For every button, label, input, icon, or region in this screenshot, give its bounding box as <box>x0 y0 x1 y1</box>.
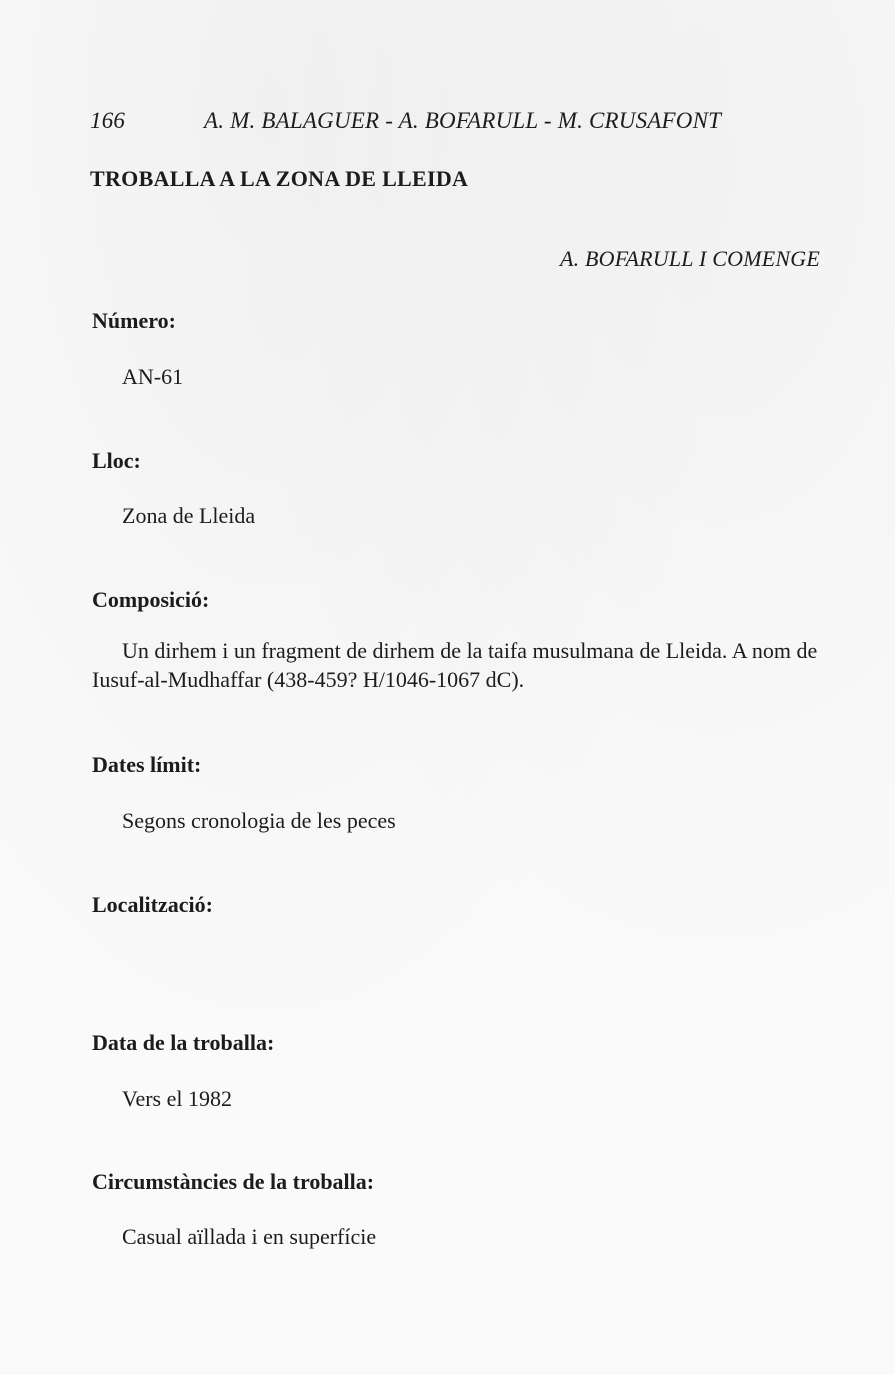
lloc-value: Zona de Lleida <box>122 503 256 528</box>
dates-limit-label: Dates límit: <box>92 752 202 777</box>
data-troballa-label: Data de la troballa: <box>92 1030 275 1055</box>
section-title: TROBALLA A LA ZONA DE LLEIDA <box>90 166 469 191</box>
data-troballa-value: Vers el 1982 <box>122 1086 232 1111</box>
circumstancies-label: Circumstàncies de la troballa: <box>92 1169 375 1194</box>
lloc-label: Lloc: <box>92 448 141 473</box>
running-head: A. M. BALAGUER - A. BOFARULL - M. CRUSAFONT <box>204 108 722 133</box>
composicio-value: Un dirhem i un fragment de dirhem de la taifa musulmana de Lleida. A nom de Iusuf-al-Mudhaffar (438-459? H/1046-1067 dC). <box>92 638 818 692</box>
page-header <box>90 108 810 142</box>
composicio-label: Composició: <box>92 587 210 612</box>
section-author: A. BOFARULL I COMENGE <box>559 246 820 271</box>
dates-limit-value: Segons cronologia de les peces <box>122 808 396 833</box>
numero-label: Número: <box>92 308 176 333</box>
circumstancies-value: Casual aïllada i en superfície <box>122 1224 377 1249</box>
page-number: 166 <box>90 108 126 133</box>
numero-value: AN-61 <box>122 364 184 389</box>
localitzacio-label: Localització: <box>92 892 213 917</box>
